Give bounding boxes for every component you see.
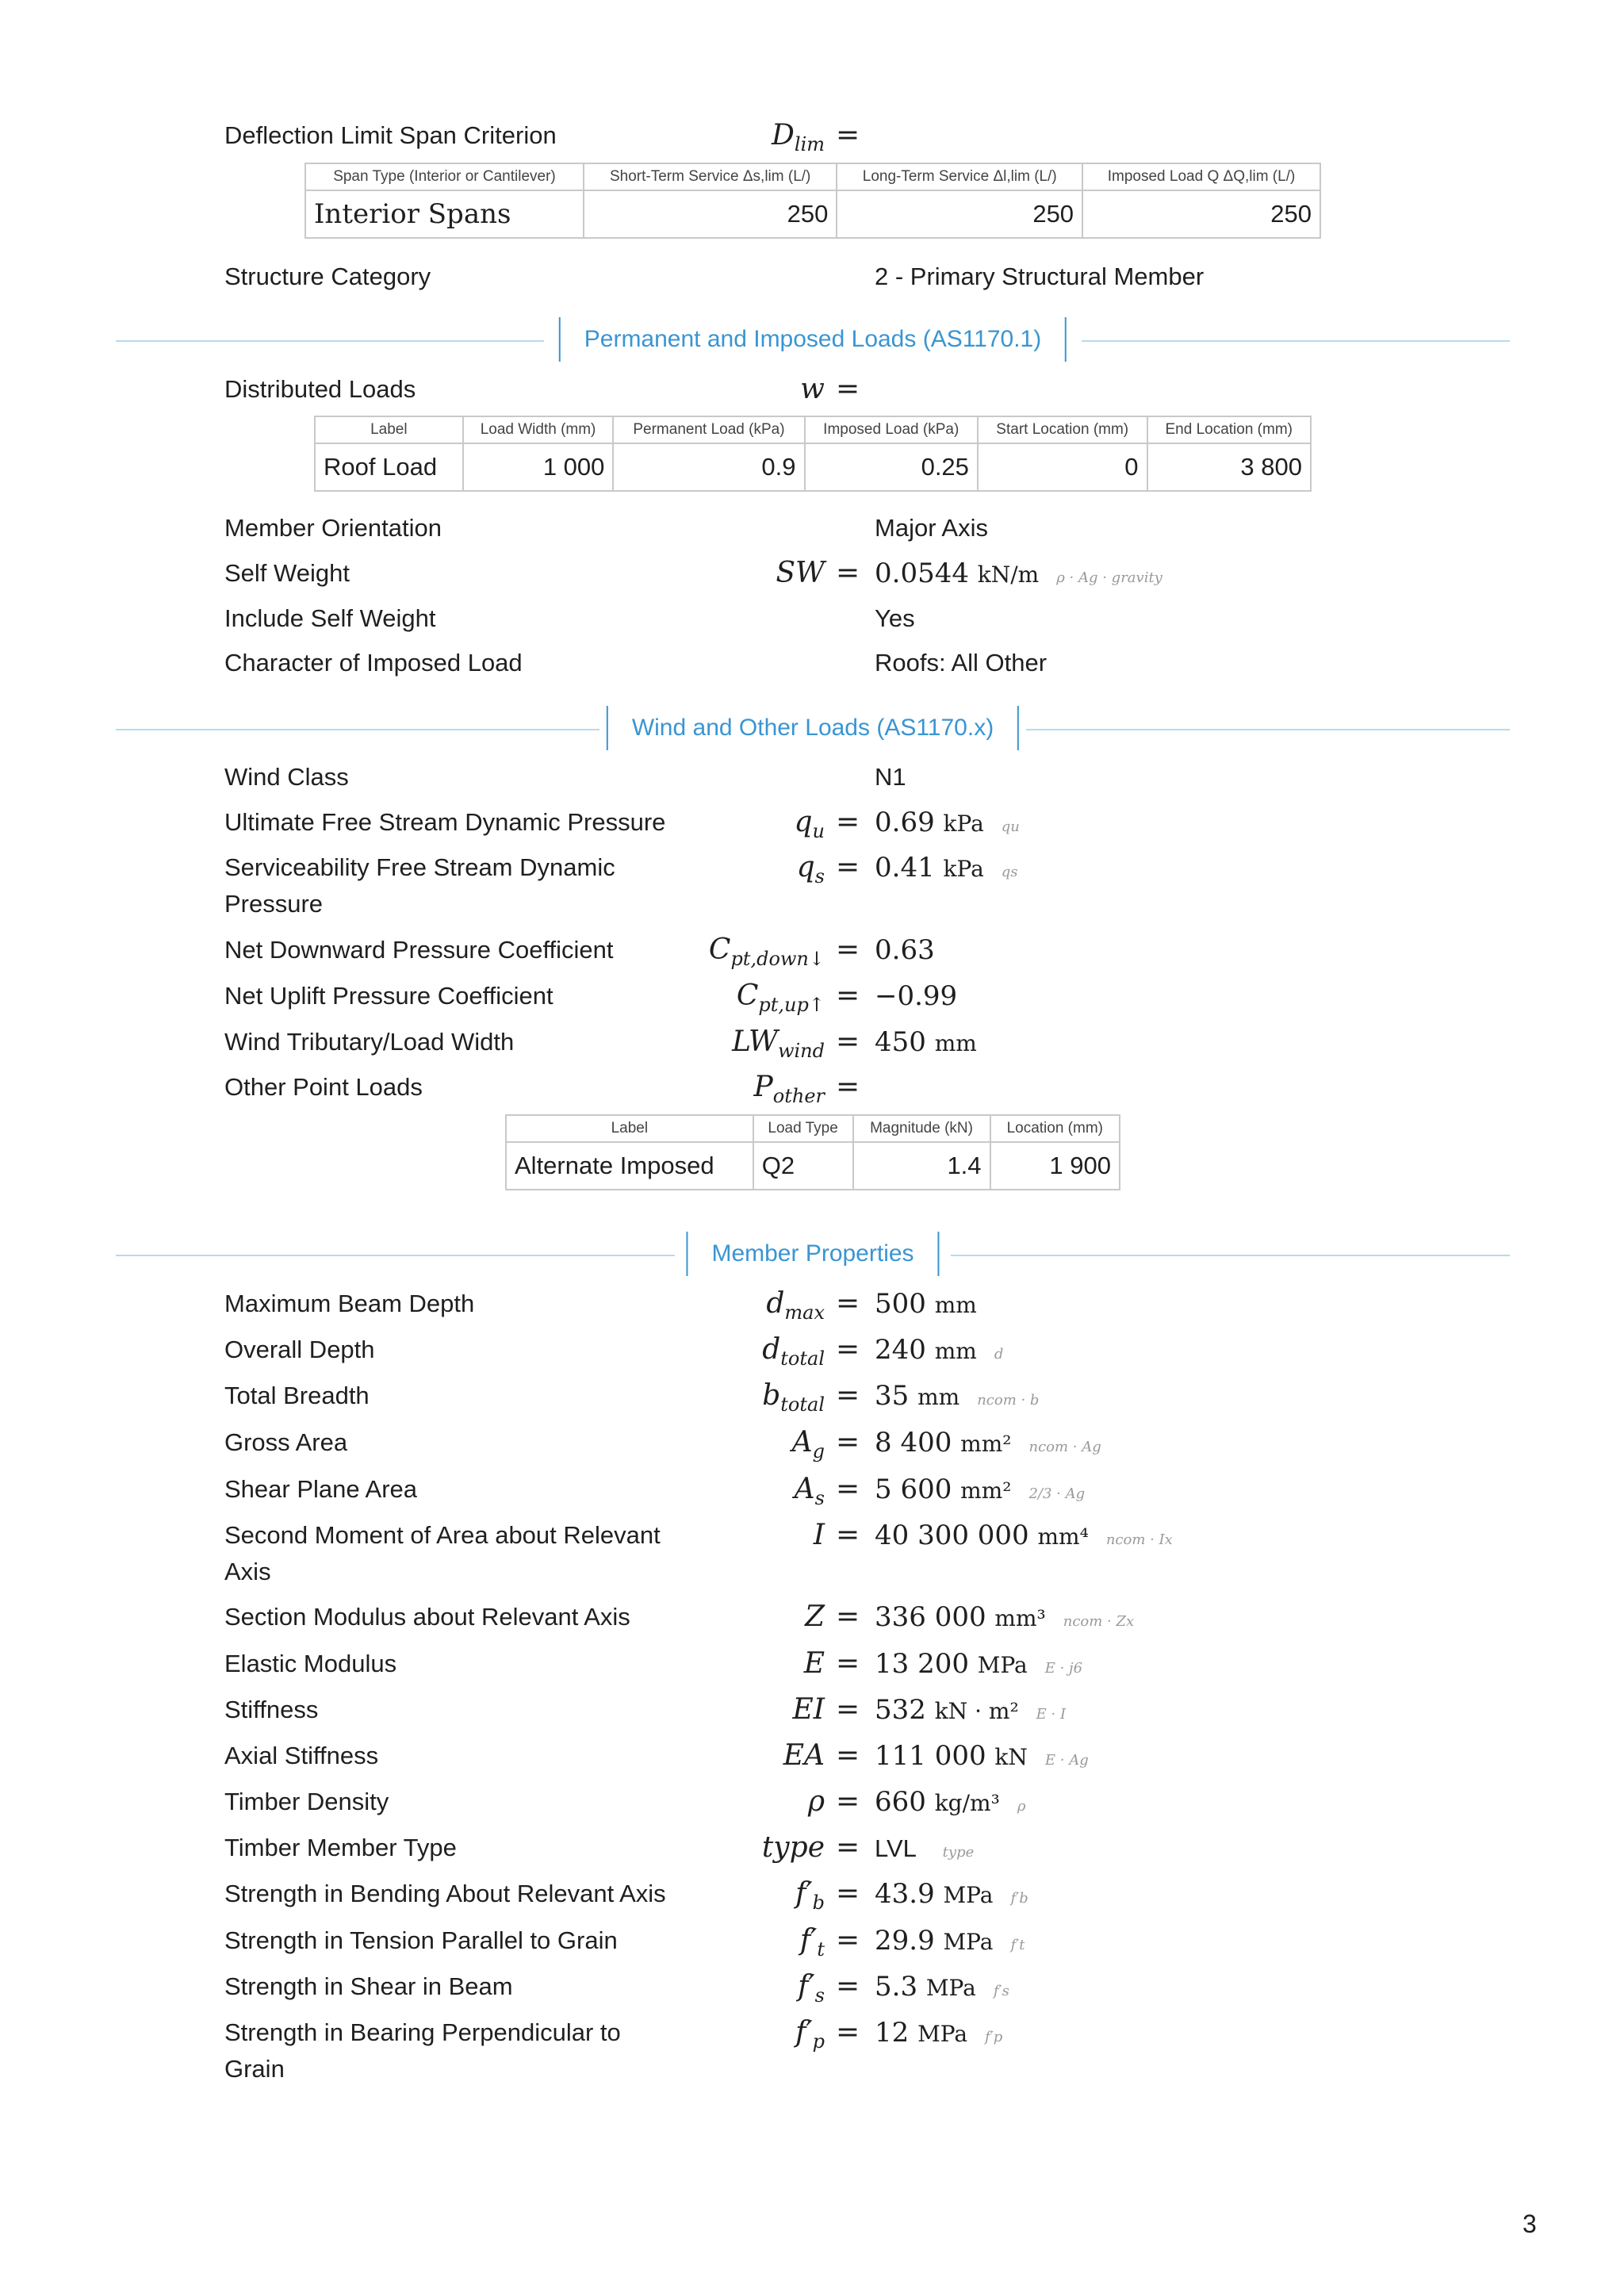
property-symbol: ρ (807, 1785, 825, 1818)
equals-sign: = (836, 1877, 860, 1910)
property-value: 336 000 mm³ ncom · Zx (875, 1601, 1135, 1633)
equals-sign: = (836, 1426, 860, 1458)
structure-category-value: 2 - Primary Structural Member (875, 263, 1205, 290)
property-value: 5 600 mm² 2/3 · Ag (875, 1474, 1086, 1505)
property-label: Timber Member Type (224, 1834, 457, 1861)
property-label: Axial Stiffness (224, 1742, 379, 1769)
property-value: 35 mm ncom · b (875, 1380, 1040, 1412)
property-value: 8 400 mm² ncom · Ag (875, 1427, 1101, 1458)
property-value: 43.9 MPa f′b (875, 1878, 1028, 1910)
property-label: Strength in Tension Parallel to Grain (224, 1926, 618, 1954)
property-value: 5.3 MPa f′s (875, 1971, 1009, 2003)
table-cell: 0.25 (805, 443, 978, 491)
equals-sign: = (836, 1287, 860, 1320)
other-loads-label: Other Point Loads (224, 1073, 423, 1101)
self-weight-label: Self Weight (224, 559, 350, 587)
table-cell: 0.9 (613, 443, 804, 491)
other-loads-table (505, 1114, 1120, 1190)
property-value: 240 mm d (875, 1334, 1004, 1366)
other-loads-symbol: $P_{other}$ (753, 1071, 825, 1108)
equals-sign: = (836, 1647, 860, 1680)
property-symbol: $f'_t$ (799, 1924, 825, 1961)
property-symbol: I (813, 1519, 825, 1551)
qu-symbol: $q_u$ (794, 806, 825, 843)
table-header: Label (506, 1115, 753, 1142)
property-symbol: E (803, 1647, 825, 1680)
property-label: Maximum Beam Depth (224, 1290, 475, 1317)
table-header: Imposed Load Q ΔQ,lim (L/) (1082, 163, 1320, 190)
property-value: 500 mm (875, 1288, 977, 1320)
table-cell: 1.4 (853, 1142, 990, 1190)
table-header: Magnitude (kN) (853, 1115, 990, 1142)
table-cell: Interior Spans (305, 190, 584, 238)
property-value: 660 kg/m³ ρ (875, 1786, 1026, 1818)
property-label: Elastic Modulus (224, 1650, 397, 1677)
lw-wind-equals: = (836, 1025, 860, 1058)
member-orientation-label: Member Orientation (224, 514, 442, 542)
property-label: Strength in Bearing Perpendicular to Grain (224, 2018, 621, 2083)
property-label: Second Moment of Area about Relevant Axis (224, 1521, 661, 1585)
lw-wind-value: 450 mm (875, 1026, 977, 1058)
self-weight-equals: = (836, 557, 860, 589)
property-symbol: $d_{max}$ (766, 1287, 825, 1324)
equals-sign: = (836, 1739, 860, 1772)
table-header: Load Type (753, 1115, 853, 1142)
property-value: 29.9 MPa f′t (875, 1925, 1025, 1957)
cpt-up-label: Net Uplift Pressure Coefficient (224, 982, 553, 1010)
section-divider (116, 1255, 675, 1256)
equals-sign: = (836, 1600, 860, 1633)
section-divider (116, 729, 599, 730)
table-header: Long-Term Service Δl,lim (L/) (837, 163, 1082, 190)
property-symbol: Z (804, 1600, 825, 1633)
self-weight-value: 0.0544 kN/m ρ · Ag · gravity (875, 558, 1162, 589)
qs-symbol: $q_s$ (796, 851, 825, 888)
table-header: Imposed Load (kPa) (805, 416, 978, 443)
property-value: 111 000 kN E · Ag (875, 1740, 1089, 1772)
imposed-character-value: Roofs: All Other (875, 649, 1048, 677)
other-loads-equals: = (836, 1071, 860, 1103)
page-number: 3 (1522, 2210, 1537, 2238)
cpt-down-equals: = (836, 933, 860, 966)
property-symbol: $b_{total}$ (762, 1379, 825, 1416)
distributed-loads-symbol: w (800, 373, 825, 405)
qs-value: 0.41 kPa qs (875, 852, 1018, 884)
table-cell: 250 (837, 190, 1082, 238)
section-member-properties (116, 1232, 1510, 1279)
property-symbol: $A_g$ (791, 1426, 825, 1463)
qu-label: Ultimate Free Stream Dynamic Pressure (224, 808, 666, 836)
cpt-down-value: 0.63 (875, 934, 935, 966)
deflection-equals: = (836, 119, 860, 151)
equals-sign: = (836, 1831, 860, 1864)
property-symbol: EI (792, 1693, 825, 1726)
table-row (315, 443, 1311, 491)
section-divider (951, 1255, 1510, 1256)
distributed-loads-equals: = (836, 373, 860, 405)
qs-label: Serviceability Free Stream Dynamic Pressure (224, 853, 615, 918)
table-row (305, 190, 1320, 238)
qs-equals: = (836, 851, 860, 884)
equals-sign: = (836, 1333, 860, 1366)
section-permanent-imposed-loads (116, 317, 1510, 365)
table-cell: 3 800 (1147, 443, 1312, 491)
distributed-loads-label: Distributed Loads (224, 375, 416, 403)
lw-wind-symbol: $LW_{wind}$ (732, 1025, 825, 1063)
table-header: Short-Term Service Δs,lim (L/) (584, 163, 837, 190)
deflection-label: Deflection Limit Span Criterion (224, 121, 557, 149)
table-cell: 0 (978, 443, 1147, 491)
property-label: Overall Depth (224, 1336, 375, 1363)
member-orientation-value: Major Axis (875, 514, 988, 542)
property-symbol: $f'_p$ (795, 2016, 825, 2053)
cpt-down-label: Net Downward Pressure Coefficient (224, 936, 614, 964)
section-title: Member Properties (686, 1232, 939, 1276)
cpt-up-value: −0.99 (875, 980, 958, 1012)
cpt-up-equals: = (836, 979, 860, 1012)
equals-sign: = (836, 1519, 860, 1551)
table-cell: 250 (1082, 190, 1320, 238)
equals-sign: = (836, 2016, 860, 2049)
property-symbol: $d_{total}$ (762, 1333, 825, 1370)
table-cell: 1 000 (463, 443, 614, 491)
table-cell: Alternate Imposed (506, 1142, 753, 1190)
table-header: Location (mm) (990, 1115, 1120, 1142)
equals-sign: = (836, 1693, 860, 1726)
table-header: End Location (mm) (1147, 416, 1312, 443)
table-header: Start Location (mm) (978, 416, 1147, 443)
section-divider (1082, 340, 1510, 342)
property-label: Section Modulus about Relevant Axis (224, 1603, 630, 1631)
property-label: Gross Area (224, 1428, 348, 1456)
equals-sign: = (836, 1924, 860, 1957)
property-symbol: $A_s$ (794, 1473, 825, 1510)
property-value: 40 300 000 mm⁴ ncom · Ix (875, 1520, 1173, 1551)
cpt-up-symbol: $C_{pt,up↑}$ (736, 979, 825, 1017)
property-label: Stiffness (224, 1696, 319, 1723)
section-divider (116, 340, 544, 342)
property-label: Strength in Shear in Beam (224, 1972, 513, 2000)
table-cell: Q2 (753, 1142, 853, 1190)
table-header: Label (315, 416, 463, 443)
property-symbol: type (761, 1831, 825, 1864)
qu-value: 0.69 kPa qu (875, 807, 1020, 838)
include-self-weight-label: Include Self Weight (224, 604, 436, 632)
cpt-down-symbol: $C_{pt,down↓}$ (708, 933, 825, 971)
table-header: Span Type (Interior or Cantilever) (305, 163, 584, 190)
property-label: Strength in Bending About Relevant Axis (224, 1880, 666, 1907)
distributed-loads-table (314, 416, 1312, 492)
property-symbol: $f'_s$ (798, 1970, 825, 2007)
section-title: Permanent and Imposed Loads (AS1170.1) (559, 317, 1067, 362)
lw-wind-label: Wind Tributary/Load Width (224, 1028, 515, 1056)
table-cell: 1 900 (990, 1142, 1120, 1190)
property-value: LVL type (875, 1834, 975, 1862)
deflection-table (304, 163, 1321, 239)
section-divider (1026, 729, 1510, 730)
section-title: Wind and Other Loads (AS1170.x) (607, 706, 1019, 750)
table-row (506, 1142, 1120, 1190)
equals-sign: = (836, 1785, 860, 1818)
property-label: Timber Density (224, 1788, 389, 1815)
property-label: Shear Plane Area (224, 1475, 418, 1503)
equals-sign: = (836, 1970, 860, 2003)
imposed-character-label: Character of Imposed Load (224, 649, 523, 677)
table-header: Permanent Load (kPa) (613, 416, 804, 443)
structure-category-label: Structure Category (224, 263, 431, 290)
include-self-weight-value: Yes (875, 604, 915, 632)
equals-sign: = (836, 1473, 860, 1505)
table-cell: Roof Load (315, 443, 463, 491)
wind-class-value: N1 (875, 763, 906, 791)
property-symbol: $f'_b$ (795, 1877, 825, 1915)
table-cell: 250 (584, 190, 837, 238)
equals-sign: = (836, 1379, 860, 1412)
wind-class-label: Wind Class (224, 763, 349, 791)
property-value: 12 MPa f′p (875, 2017, 1003, 2049)
deflection-symbol: $D_{lim}$ (772, 119, 825, 156)
self-weight-symbol: SW (776, 557, 825, 589)
property-value: 532 kN · m² E · I (875, 1694, 1067, 1726)
table-header: Load Width (mm) (463, 416, 614, 443)
property-value: 13 200 MPa E · j6 (875, 1648, 1083, 1680)
section-wind-other-loads (116, 706, 1510, 753)
property-symbol: EA (783, 1739, 825, 1772)
property-label: Total Breadth (224, 1382, 370, 1409)
qu-equals: = (836, 806, 860, 838)
